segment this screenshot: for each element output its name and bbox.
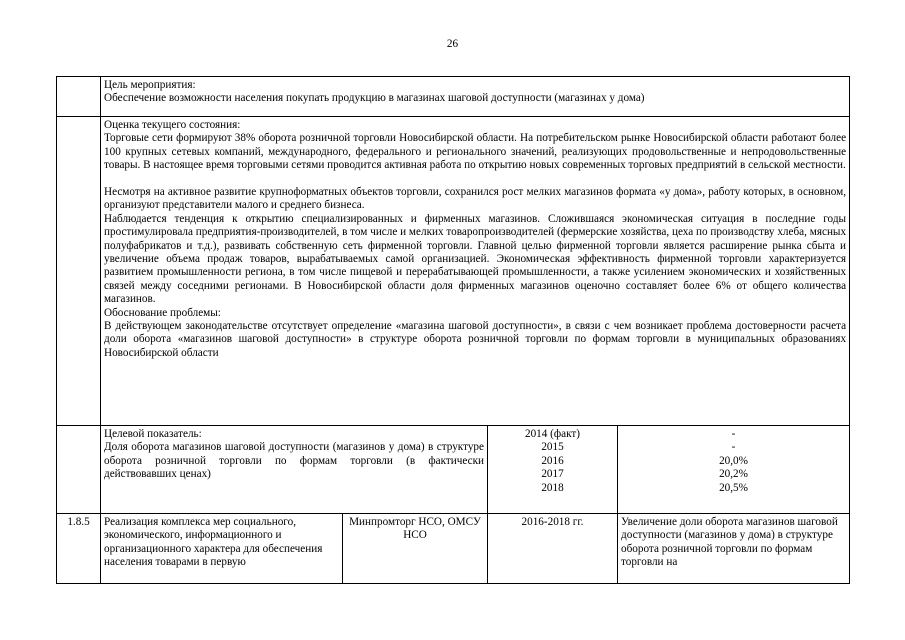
indicator-year: 2014 (факт): [524, 428, 580, 440]
goal-number-cell: [57, 77, 101, 117]
goal-text: Обеспечение возможности населения покупать продукцию в магазинах шаговой доступности (магазинах у дома): [104, 92, 645, 105]
measure-activity: Реализация комплекса мер социального, экономического, информационного и организационного характера для обеспечения населения товарами в первую: [101, 514, 343, 584]
indicator-year: 2017: [541, 468, 564, 481]
indicator-value: -: [731, 428, 736, 440]
measures-table: [56, 76, 850, 584]
indicator-number-cell: [57, 426, 101, 514]
goal-row: [57, 77, 850, 117]
problem-heading: Обоснование проблемы:: [104, 306, 221, 319]
indicator-cell: [101, 426, 488, 514]
measure-row-1-8-5: [57, 514, 850, 584]
indicator-year: 2015: [541, 441, 564, 454]
assessment-paragraph-2: Несмотря на активное развитие крупноформатных объектов торговли, сохранился рост мелких магазинов формата «у дома», работу которых, в основном, организуют представители малого и среднего бизнеса.: [104, 186, 847, 212]
assessment-row: [57, 117, 850, 426]
measure-executors: Минпромторг НСО, ОМСУ НСО: [343, 514, 488, 584]
goal-heading: Цель мероприятия:: [104, 79, 196, 91]
indicator-row: [57, 426, 850, 514]
indicator-value: -: [731, 441, 736, 454]
indicator-years-cell: [488, 426, 618, 514]
indicator-value: 20,0%: [719, 454, 748, 467]
page-number: 26: [446, 38, 459, 50]
indicator-year: 2018: [541, 481, 564, 494]
assessment-heading: Оценка текущего состояния:: [104, 119, 241, 131]
measure-number: 1.8.5: [57, 514, 101, 584]
assessment-cell: [101, 117, 850, 426]
indicator-heading: Целевой показатель:: [104, 428, 202, 440]
indicator-year: 2016: [541, 454, 564, 467]
indicator-values-cell: [618, 426, 850, 514]
problem-text: В действующем законодательстве отсутствует определение «магазина шаговой доступности», в связи с чем возникает проблема достоверности расчета доли оборота «магазинов шаговой доступности» в структуре оборота розничной торговли по формам торговли в муниципальных образованиях Новосибирской области: [104, 320, 847, 359]
assessment-paragraph-3: Наблюдается тенденция к открытию специализированных и фирменных магазинов. Сложившаяся экономическая ситуация в последние годы простимулировала предприятия-производителей, в том числе и мелких товаропроизводителей (фермерские хозяйства, цеха по производству хлеба, мясных полуфабрикатов и т.д.), развивать собственную сеть фирменной торговли. Главной целью фирменной торговли является расширение рынка сбыта и увеличение объема продаж товаров, вырабатываемых самой организацией. Экономическая эффективность фирменной торговли характеризуется развитием промышленности региона, в том числе пищевой и перерабатывающей промышленности, а также усилением экономических и хозяйственных связей между соседними регионами. В Новосибирской области доля фирменных магазинов оценочно составляет более 6% от общего количества магазинов.: [104, 212, 847, 306]
assessment-number-cell: [57, 117, 101, 426]
goal-cell: [101, 77, 850, 117]
assessment-paragraph-1: Торговые сети формируют 38% оборота розничной торговли Новосибирской области. На потребительском рынке Новосибирской области работают более 100 крупных сетевых компаний, международного, федерального и регионального значений, реализующих продовольственные и непродовольственные товары. В настоящее время торговыми сетями проводится активная работа по открытию новых современных торговых предприятий в сельской местности.: [104, 132, 847, 172]
indicator-text: Доля оборота магазинов шаговой доступности (магазинов у дома) в структуре оборота розничной торговли по формам торговли (в фактически действовавших ценах): [104, 441, 484, 481]
indicator-value: 20,2%: [719, 468, 748, 481]
measure-result: Увеличение доли оборота магазинов шаговой доступности (магазинов у дома) в структуре оборота розничной торговли по формам торговли на: [618, 514, 850, 584]
measure-period: 2016-2018 гг.: [488, 514, 618, 584]
indicator-value: 20,5%: [719, 481, 748, 494]
